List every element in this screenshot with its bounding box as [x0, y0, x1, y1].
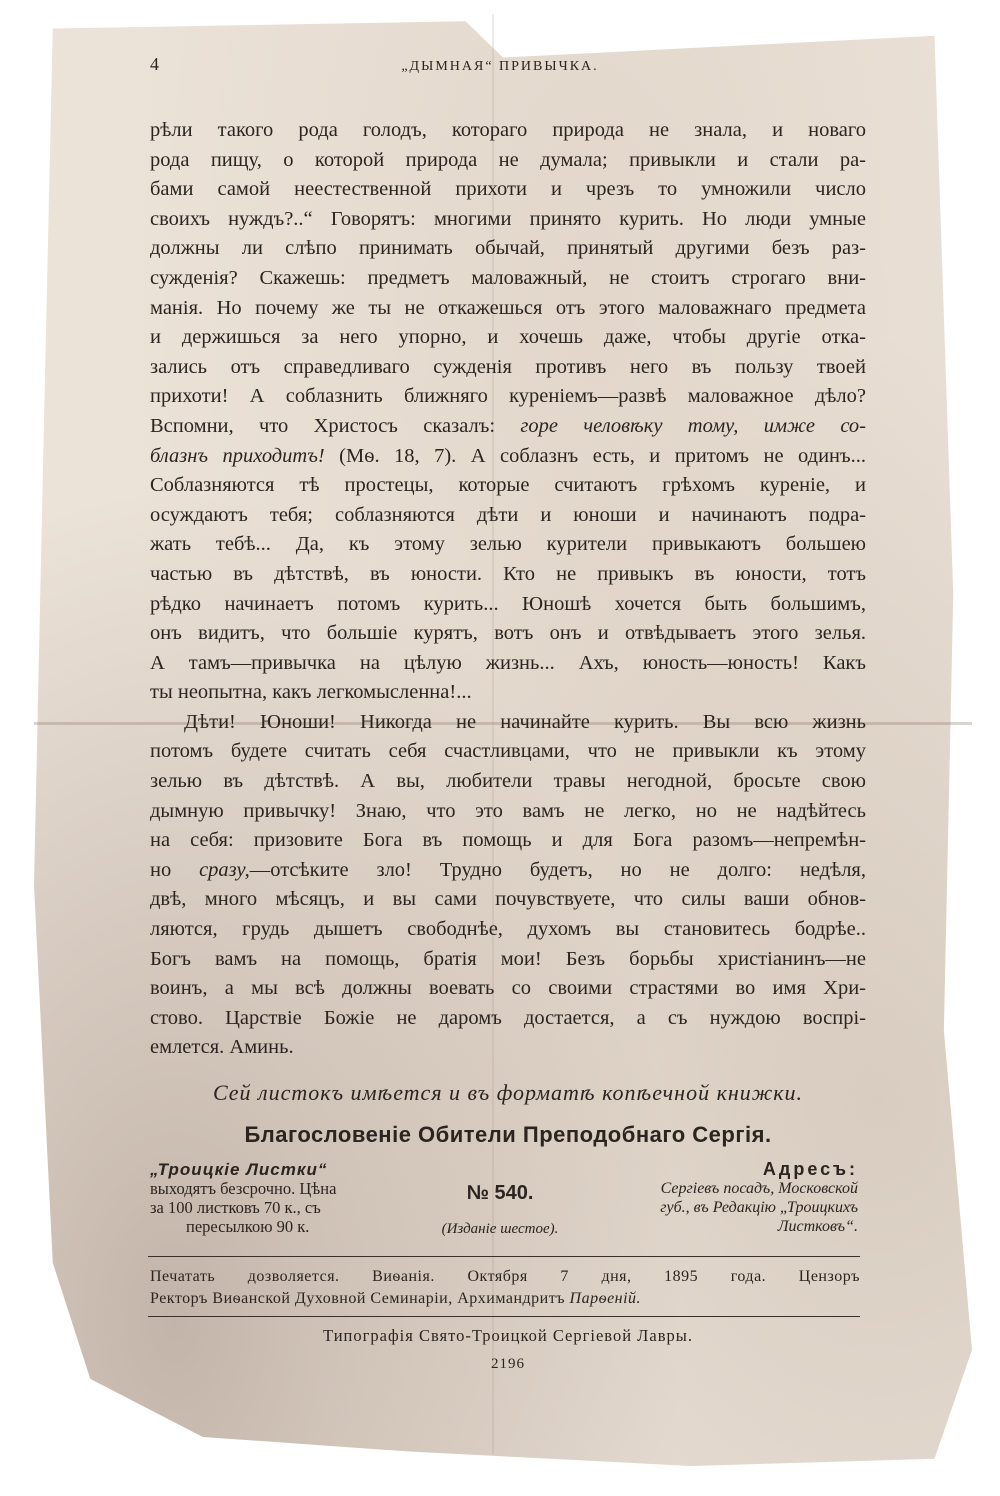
issue-number: № 540. — [466, 1182, 534, 1204]
censor-line — [150, 1288, 860, 1310]
running-head — [150, 54, 850, 75]
edition-label: (Изданіе шестое). — [441, 1221, 559, 1237]
address-title: Адресъ: — [762, 1159, 858, 1179]
text-line: онъ видитъ, что большіе курятъ, вотъ онъ и отвѣдываетъ этого зелья. — [150, 622, 866, 645]
series-postage: пересылкою 90 к. — [186, 1217, 310, 1236]
text-line: прихоти! А соблазнить ближняго куреніемъ—развѣ маловажное дѣло? — [150, 385, 866, 408]
text-line: двѣ, много мѣсяцъ, и вы сами почувствуете, что силы ваши обнов- — [150, 888, 866, 911]
text-line: своихъ нуждъ?..“ Говорятъ: многими принято курить. Но люди умные — [150, 207, 866, 230]
text-line: манія. Но почему же ты не откажешься отъ этого маловажнаго предмета — [150, 296, 866, 319]
text-line: зелью въ дѣтствѣ. А вы, любители травы негодной, бросьте свою — [150, 770, 866, 793]
text-line: зались отъ справедливаго сужденія противъ него въ пользу твоей — [150, 355, 866, 378]
text-line: сужденія? Скажешь: предметъ маловажный, не стоитъ строгаго вни- — [150, 266, 866, 289]
address-line: губ., въ Редакцію „Троицкихъ — [660, 1199, 858, 1216]
format-notice: Сей листокъ имѣется и въ форматѣ копѣечной книжки. — [212, 1080, 804, 1105]
text-line: рода пищу, о которой природа не думала; привыкли и стали ра- — [150, 148, 866, 171]
blessing-line: Благословеніе Обители Преподобнаго Сергія. — [244, 1122, 772, 1147]
scripture-quote: блазнъ приходитъ! — [150, 444, 325, 467]
text-run: но — [150, 858, 200, 881]
series-title: „Троицкіе Листки“ — [150, 1160, 328, 1179]
address-line: Сергіевъ посадъ, Московской — [660, 1180, 858, 1197]
address-line: Листковъ“. — [777, 1218, 858, 1235]
text-line: на себя: призовите Бога въ помощь и для Бога разомъ—непремѣн- — [150, 829, 866, 852]
series-terms: выходятъ безсрочно. Цѣна — [150, 1179, 337, 1198]
text-line: стово. Царствіе Божіе не даромъ достается, а съ нуждою воспрі- — [150, 1006, 866, 1029]
text-line: частью въ дѣтствѣ, въ юности. Кто не привыкъ въ юности, тотъ — [150, 562, 866, 585]
text-line: рѣли такого рода голодъ, котораго природа не знала, и новаго — [150, 119, 866, 141]
text-line: бами самой неестественной прихоти и чрезъ то умножили число — [150, 178, 866, 201]
text-line — [150, 856, 866, 886]
censor-line: Печатать дозволяется. Виѳанія. Октября 7 дня, 1895 года. Цензоръ — [150, 1268, 860, 1285]
paragraph-first-line: Дѣти! Юноши! Никогда не начинайте курить. Вы всю жизнь — [184, 710, 866, 733]
text-line: потомъ будете считать себя счастливцами, что не привыкли къ этому — [150, 740, 866, 763]
series-price: за 100 листковъ 70 к., съ — [150, 1198, 321, 1217]
text-line: дымную привычку! Знаю, что это вамъ не легко, но не надѣйтесь — [150, 799, 866, 822]
text-line: жать тебѣ... Да, къ этому зелью курители привыкаютъ большею — [150, 533, 866, 556]
footer-divider — [148, 1316, 860, 1317]
text-run: Вспомни, что Христосъ сказалъ: — [150, 414, 521, 437]
text-line: Соблазняются тѣ простецы, которые считаютъ грѣхомъ куреніе, и — [150, 474, 866, 497]
footer-divider — [148, 1256, 860, 1257]
censor-approval — [150, 1266, 860, 1310]
text-line: должны ли слѣпо принимать обычай, принятый другими безъ раз- — [150, 237, 866, 260]
text-line: рѣдко начинаетъ потомъ курить... Юношѣ хочется быть большимъ, — [150, 592, 866, 615]
text-line — [150, 412, 866, 442]
address-block — [590, 1160, 858, 1236]
series-info — [150, 1160, 420, 1236]
text-run: (Мѳ. 18, 7). А соблазнъ есть, и притомъ не одинъ... — [324, 444, 866, 467]
text-line: и держишься за него упорно, и хочешь даже, чтобы другіе отка- — [150, 326, 866, 349]
censor-name: Парѳеній. — [569, 1290, 642, 1307]
running-title: „ДЫМНАЯ“ ПРИВЫЧКА. — [401, 59, 599, 74]
text-line: воинъ, а мы всѣ должны воевать со своими страстями во имя Хри- — [150, 977, 866, 1000]
text-line: А тамъ—привычка на цѣлую жизнь... Ахъ, юность—юность! Какъ — [150, 651, 866, 674]
printer-imprint: Типографія Свято-Троицкой Сергіевой Лавры. — [323, 1326, 693, 1345]
text-run: —отсѣките зло! Трудно будетъ, но не долго: недѣля, — [249, 858, 866, 881]
text-line: ляются, грудь дышетъ свободнѣе, духомъ вы становитесь бодрѣе.. — [150, 918, 866, 941]
scripture-quote: горе человѣку тому, имже со- — [520, 414, 866, 437]
body-text — [150, 116, 866, 1063]
issue-info — [420, 1182, 580, 1238]
print-code: 2196 — [491, 1356, 525, 1372]
emphasis-text: сразу, — [199, 858, 250, 881]
text-line: осуждаютъ тебя; соблазняются дѣти и юноши и начинаютъ подра- — [150, 503, 866, 526]
page-number: 4 — [150, 54, 160, 74]
censor-text: Ректоръ Виѳанской Духовной Семинаріи, Архимандритъ — [150, 1290, 570, 1307]
paragraph-end-line: ты неопытна, какъ легкомысленна!... — [150, 681, 472, 704]
text-line — [150, 442, 866, 472]
closing-line: емлется. Аминь. — [150, 1036, 294, 1059]
text-line: Богъ вамъ на помощь, братія мои! Безъ борьбы христіанинъ—не — [150, 947, 866, 970]
